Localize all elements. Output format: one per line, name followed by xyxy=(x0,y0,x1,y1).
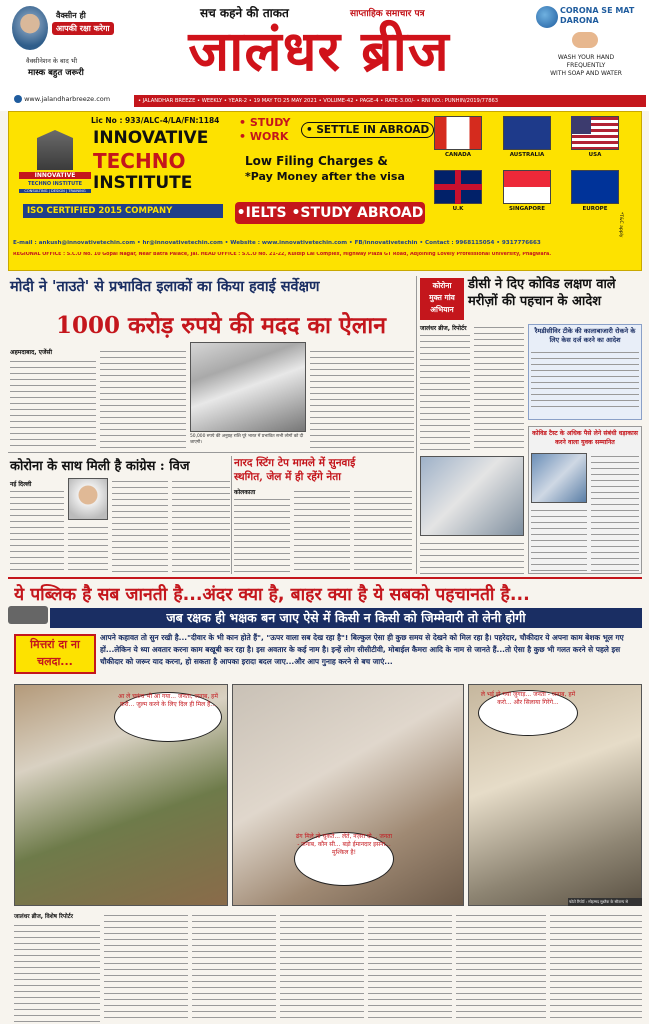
story-dc: कोरोना मुक्त गांव अभियान डीसी ने दिए कोविड लक्षण वाले मरीज़ों की पहचान के आदेश जालंधर ब्रीज, रिपोर्टर रैमडीसीविर टीके की कालाबाजारी रोकने के लिए केस दर्ज करने का आदेश कोविड टैस्ट के अधिक पैसे लेने संबंधी धड़ाकास करने वाला युवक सम्मानित xyxy=(420,276,642,574)
story-narada: नारद स्टिंग टेप मामले में सुनवाई स्थगित, जेल में ही रहेंगे नेता कोलकाता xyxy=(234,456,414,574)
dateline-bar xyxy=(0,94,649,108)
modi-photo xyxy=(190,342,306,432)
dc-photo xyxy=(420,456,524,536)
story-narada-headline-2: स्थगित, जेल में ही रहेंगे नेता xyxy=(234,471,341,483)
globe-icon xyxy=(536,6,558,28)
website-link[interactable]: www.jalandharbreeze.com xyxy=(14,95,134,107)
cctv-icon xyxy=(8,606,48,624)
web-icon xyxy=(14,95,22,103)
institute-logo: INNOVATIVE TECHNO INSTITUTE CONSULTING | DESIGN | TRAINING xyxy=(19,130,91,200)
dateline: • JALANDHAR BREEZE • WEEKLY • YEAR-2 • 19 MAY TO 25 MAY 2021 • VOLUME-42 • PAGE-4 • RATE-3.00/- • RNI NO.: PUNHIN/2019/77863 xyxy=(134,95,646,107)
ad-contact: E-mail : ankush@innovativetechin.com • hr@innovativetechin.com • Website : www.innovativetechin.com • FB/innovativetechin • Contact : 9968115054 • 9317776663 xyxy=(13,240,541,246)
story-modi: मोदी ने 'ताउते' से प्रभावित इलाकों का किया हवाई सर्वेक्षण 1000 करोड़ रुपये की मदद का ऐलान अहमदाबाद, एजेंसी 50,000 रुपये की अनुग्रह राशि पूरे भारत में प्रभावित सभी लोगों को दी जाएगी। xyxy=(10,276,414,451)
flag-australia xyxy=(503,116,551,150)
institute-ad: Lic No : 933/ALC-4/LA/FN:1184 INNOVATIVE TECHNO INSTITUTE CONSULTING | DESIGN | TRAINING INNOVATIVE TECHNO INSTITUTE ISO CERTIFIED 2015 COMPANY • STUDY • WORK • SETTLE IN ABROAD Low Filing Charges & *Pay Money after the visa •IELTS •STUDY ABROAD CANADA AUSTRALIA USA U.K SINGAPORE EUROPE *T&C apply E-mail : ankush@innovativetechin.com • hr@innovativetechin.com • Website : www.innovativetechin.com • FB/innovativetechin • Contact : 9968115054 • 9317776663 REGIONAL OFFICE : S.C.O No. 10 Gopal Nagar, Near Batra Palace, Jal. HEAD OFFICE : S.C.O No. 21-22, Kuldip Lal Complex, Highway Plaza GT Road, Adjoining Lovely Professional University, Phagwara. xyxy=(8,111,642,271)
speech-bubble-3: ले भई हो गया जुगाड़... जनता - जनाब, हमें करो... और सिलाया गिरेंगे... xyxy=(478,690,578,736)
divider xyxy=(8,577,642,579)
story-narada-headline-1: नारद स्टिंग टेप मामले में सुनवाई xyxy=(234,457,356,469)
vij-photo xyxy=(68,478,108,520)
covid-test-box: कोविड टैस्ट के अधिक पैसे लेने संबंधी धड़ाकास करने वाला युवक सम्मानित xyxy=(528,426,642,574)
ad-offices: REGIONAL OFFICE : S.C.O No. 10 Gopal Nagar, Near Batra Palace, Jal. HEAD OFFICE : S.C.O No. 21-22, Kuldip Lal Complex, Highway Plaza GT Road, Adjoining Lovely Professional University, Phagwara. xyxy=(13,252,552,257)
kicker-box: कोरोना मुक्त गांव अभियान xyxy=(420,278,464,320)
banner-headline: ये पब्लिक है सब जानती है...अंदर क्या है, बाहर क्या है ये सबको पहचानती है... xyxy=(14,585,530,605)
flag-singapore xyxy=(503,170,551,204)
remdesivir-box: रैमडीसीविर टीके की कालाबाजारी रोकने के लिए केस दर्ज करने का आदेश xyxy=(528,324,642,420)
left-vaccine-ad: वैक्सीन ही आपकी रक्षा करेगा वैक्सीनेशन के बाद भी मास्क बहुत जरूरी xyxy=(12,6,120,82)
story-vij: कोरोना के साथ मिली है कांग्रेस : विज नई दिल्ली xyxy=(10,456,230,574)
story-dc-headline: डीसी ने दिए कोविड लक्षण वाले मरीज़ों की पहचान के आदेश xyxy=(468,277,616,309)
speech-bubble-2: ढंग मिले तो चुकते... लेते, नज़रा दो... जनता - जनाब, कौन सी... बड़ो ईमानदार इसना... मुश्किल है! xyxy=(294,832,394,886)
story-modi-headline: मोदी ने 'ताउते' से प्रभावित इलाकों का किया हवाई सर्वेक्षण xyxy=(10,278,320,295)
newspaper-title: जालंधर ब्रीज xyxy=(188,18,450,83)
banner-tag: मित्तरां दा ना चलदा... xyxy=(14,634,96,674)
flag-europe xyxy=(571,170,619,204)
banner-intro: आपने कहावत तो सुन रखी है..."दीवार के भी कान होते हैं", "ऊपर वाला सब देख रहा है"! बिल्कुल ऐसा ही कुछ समय से देखने को मिल रहा है। पहरेदार, चौकीदार ये अपना काम बेशक भूल गए हों...लेकिन ये ‌ध्या अवतार करना काम बखूबी कर रहा है। इस अवतार के कई नाम है। इन्हें लोग सीसीटीवी, मोबाईल कैमरा आदि के नाम से जानते हैं...तो ऐसा है कुछ भी गलत करने से पहले इस चौकीदार को जरूर याद करना, हो सकता है आपका इरादा बदल जाए...और आप गुनाह करने से बच जाएं... xyxy=(100,633,624,666)
divider xyxy=(416,276,417,574)
tagline: सच कहने की ताकत xyxy=(200,6,289,20)
flag-canada xyxy=(434,116,482,150)
award-photo xyxy=(531,453,587,503)
modi-photo-caption: 50,000 रुपये की अनुग्रह राशि पूरे भारत में प्रभावित सभी लोगों को दी जाएगी। xyxy=(190,434,304,445)
building-icon xyxy=(37,130,73,170)
right-corona-ad: CORONA SE MAT DARONA WASH YOUR HAND FREQUENTLY WITH SOAP AND WATER xyxy=(528,4,646,88)
banner-subhead: जब रक्षक ही भक्षक बन जाए ऐसे में किसी न किसी को जिम्मेवारी तो लेनी होगी xyxy=(50,608,642,628)
story-modi-subhead: 1000 करोड़ रुपये की मदद का ऐलान xyxy=(56,312,387,339)
speech-bubble-1: आ ले चकंच भी आ गया... जनता, जनाब, हमें करो... जुल्म करने के लिए दिल ही मिल है... xyxy=(114,692,222,742)
public-banner: ये पब्लिक है सब जानती है...अंदर क्या है, बाहर क्या है ये सबको पहचानती है... जब रक्षक ही भक्षक बन जाए ऐसे में किसी न किसी को जिम्मेवारी तो लेनी होगी मित्तरां दा ना चलदा... आपने कहावत तो सुन रखी है..."दीवार के भी कान होते हैं", "ऊपर वाला सब देख रहा है"! बिल्कुल ऐसा ही कुछ समय से देखने को मिल रहा है। पहरेदार, चौकीदार ये अपना काम बेशक भूल गए हों...लेकिन ये ‌ध्या अवतार करना काम बखूबी कर रहा है। इस अवतार के कई नाम है। इन्हें लोग सीसीटीवी, मोबाईल कैमरा आदि के नाम से जानते हैं...तो ऐसा है कुछ भी गलत करने से पहले इस चौकीदार को जरूर याद करना, हो सकता है आपका इरादा बदल जाए...और आप गुनाह करने से बच जाएं... आ ले चकंच भी आ गया... जनता, जनाब, हमें करो... जुल्म करने के लिए दिल ही मिल है... ढंग मिले तो चुकते... लेते, नज़रा दो... जनता - जनाब, कौन सी... बड़ो ईमानदार इसना... मुश्किल है! ले भई हो गया जुगाड़... जनता - जनाब, हमें करो... और सिलाया गिरेंगे... फोटो रिपोर्ट : मोहम्मद मुश्तैक के सौजन्य से जालंधर ब्रीज, विशेष रिपोर्टर xyxy=(8,580,642,1024)
doctor-photo xyxy=(12,6,48,50)
story-vij-headline: कोरोना के साथ मिली है कांग्रेस : विज xyxy=(10,459,190,474)
subtagline: साप्ताहिक समाचार पत्र xyxy=(350,9,425,19)
divider xyxy=(8,452,414,453)
hand-wash-icon xyxy=(572,32,598,48)
masthead xyxy=(0,0,649,111)
divider xyxy=(231,456,232,574)
